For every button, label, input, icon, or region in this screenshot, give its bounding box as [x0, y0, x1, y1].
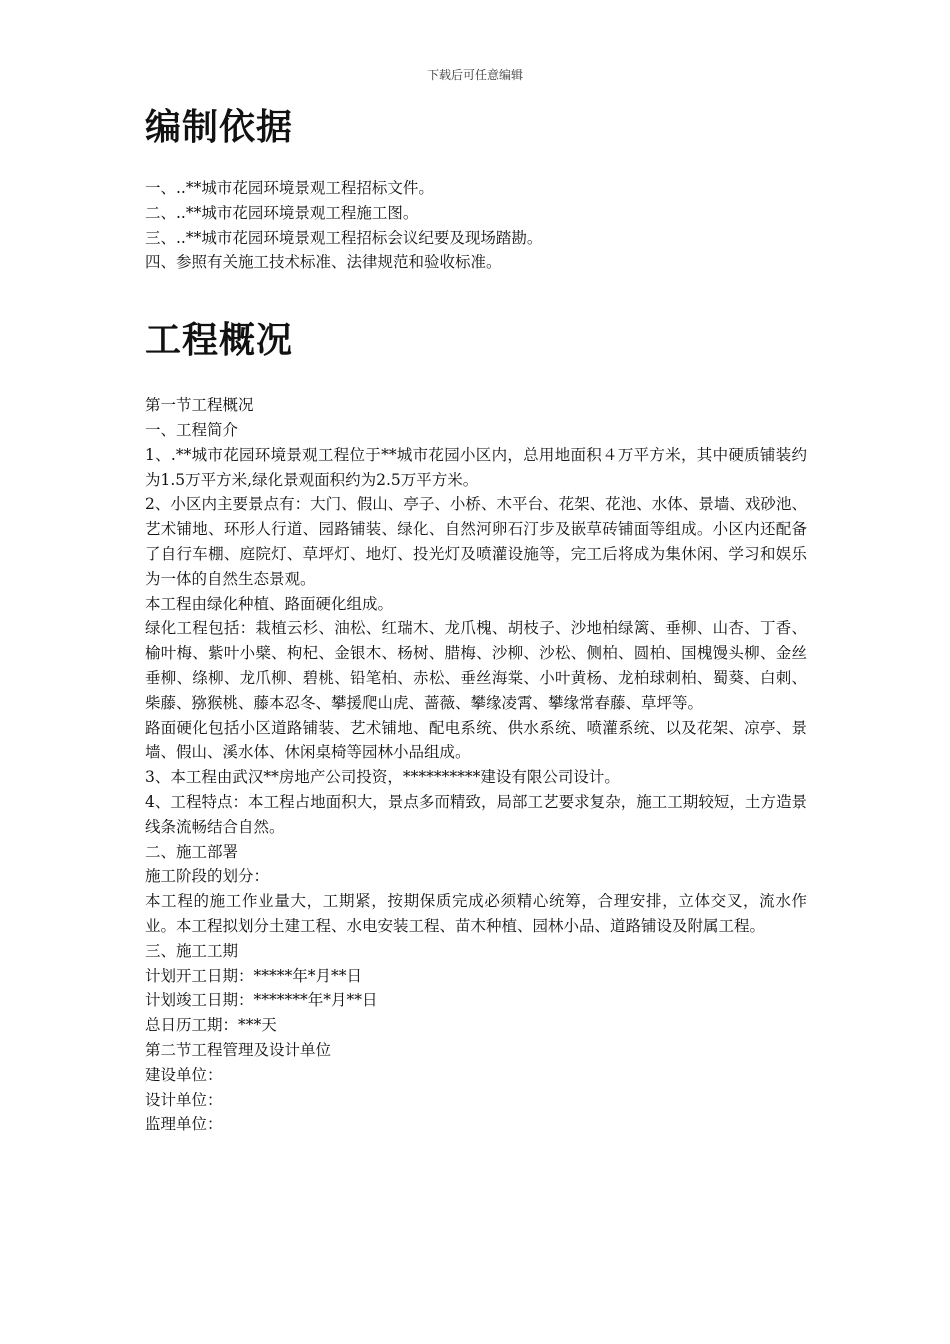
basis-list — [145, 176, 807, 275]
paragraph: 3、本工程由武汉**房地产公司投资，**********建设有限公司设计。 — [145, 768, 620, 787]
section-title-overview: 工程概况 — [145, 320, 294, 362]
subsection-heading: 二、施工部署 — [145, 842, 239, 861]
subsection-heading: 三、施工工期 — [145, 941, 239, 960]
unit-design: 设计单位： — [145, 1090, 223, 1109]
subsection-heading: 一、工程简介 — [145, 420, 239, 439]
paragraph: 路面硬化包括小区道路铺装、艺术铺地、配电系统、供水系统、喷灌系统、以及花架、凉亭、景墙、假山、溪水体、休闲桌椅等园林小品组成。 — [145, 718, 807, 762]
schedule-end: 计划竣工日期：*******年*月**日 — [145, 991, 378, 1010]
unit-construction: 建设单位： — [145, 1065, 223, 1084]
schedule-total: 总日历工期：***天 — [145, 1016, 277, 1035]
paragraph: 施工阶段的划分： — [145, 867, 270, 886]
basis-item: 二、..**城市花园环境景观工程施工图。 — [145, 203, 419, 222]
schedule-start: 计划开工日期：*****年*月**日 — [145, 966, 363, 985]
document-content — [145, 100, 807, 1137]
subsection-heading: 第一节工程概况 — [145, 396, 254, 415]
section-title-basis: 编制依据 — [145, 107, 294, 148]
basis-item: 四、参照有关施工技术标准、法律规范和验收标准。 — [145, 253, 502, 272]
header-note: 下载后可任意编辑 — [426, 68, 523, 82]
basis-item: 三、..**城市花园环境景观工程招标会议纪要及现场踏勘。 — [145, 228, 543, 247]
paragraph: 4、工程特点：本工程占地面积大，景点多而精致，局部工艺要求复杂，施工工期较短，土方造景线条流畅结合自然。 — [145, 792, 807, 836]
paragraph: 1、.**城市花园环境景观工程位于**城市花园小区内，总用地面积４万平方米，其中硬质铺装约为1.5万平方米,绿化景观面积约为2.5万平方米。 — [145, 445, 807, 489]
unit-supervision: 监理单位： — [145, 1115, 223, 1134]
paragraph: 绿化工程包括：栽植云杉、油松、红瑞木、龙爪槐、胡枝子、沙地柏绿篱、垂柳、山杏、丁香、榆叶梅、紫叶小檗、枸杞、金银木、杨树、腊梅、沙柳、沙松、侧柏、圆柏、国槐馒头柳、金丝垂柳、绦柳、龙爪柳、碧桃、铅笔柏、赤松、垂丝海棠、小叶黄杨、龙柏球刺柏、蜀葵、白刺、柴藤、猕猴桃、藤本忍冬、攀援爬山虎、蔷薇、攀缘凌霄、攀缘常春藤、草坪等。 — [145, 619, 807, 712]
overview-body — [145, 393, 807, 1137]
paragraph: 本工程由绿化种植、路面硬化组成。 — [145, 594, 394, 613]
paragraph: 本工程的施工作业量大，工期紧，按期保质完成必须精心统筹，合理安排，立体交叉，流水作业。本工程拟划分土建工程、水电安装工程、苗木种植、园林小品、道路铺设及附属工程。 — [145, 892, 807, 935]
paragraph: 2、小区内主要景点有：大门、假山、亭子、小桥、木平台、花架、花池、水体、景墙、戏砂池、艺术铺地、环形人行道、园路铺装、绿化、自然河卵石汀步及嵌草砖铺面等组成。小区内还配备了自行车棚、庭院灯、草坪灯、地灯、投光灯及喷灌设施等，完工后将成为集休闲、学习和娱乐为一体的自然生态景观。 — [145, 495, 807, 588]
subsection-heading: 第二节工程管理及设计单位 — [145, 1040, 332, 1059]
basis-item: 一、..**城市花园环境景观工程招标文件。 — [145, 179, 434, 197]
